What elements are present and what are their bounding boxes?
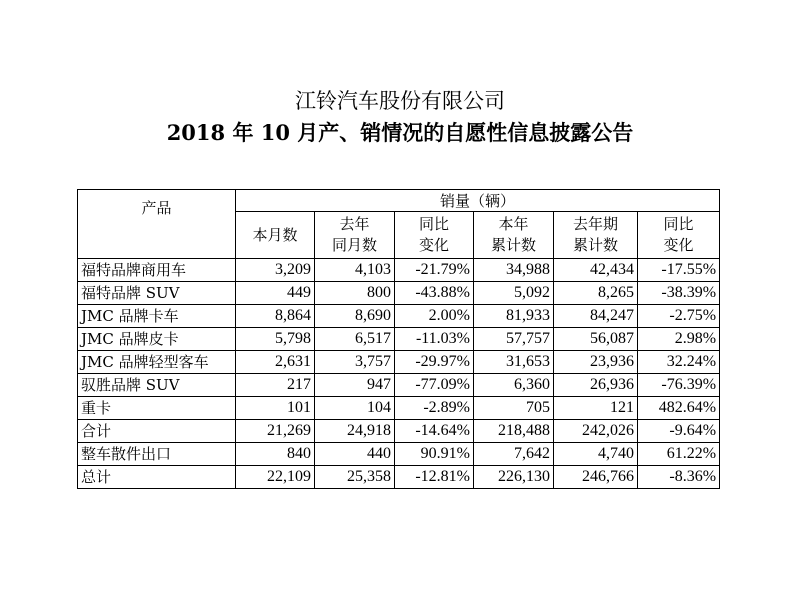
value-cell: 8,690 [315,305,395,328]
value-cell: -2.75% [638,305,720,328]
product-name-cell: JMC 品牌轻型客车 [78,351,236,374]
value-cell: 26,936 [554,374,638,397]
value-cell: -9.64% [638,420,720,443]
column-header: 去年期 累计数 [554,212,638,259]
value-cell: 84,247 [554,305,638,328]
value-cell: 90.91% [395,443,474,466]
product-name-cell: JMC 品牌皮卡 [78,328,236,351]
value-cell: -12.81% [395,466,474,489]
value-cell: 8,864 [236,305,315,328]
value-cell: -43.88% [395,282,474,305]
value-cell: 31,653 [474,351,554,374]
value-cell: 24,918 [315,420,395,443]
column-header: 本年 累计数 [474,212,554,259]
table-row [78,466,720,489]
value-cell: -29.97% [395,351,474,374]
value-cell: 3,209 [236,259,315,282]
table-row [78,397,720,420]
table-row [78,328,720,351]
value-cell: -14.64% [395,420,474,443]
value-cell: 242,026 [554,420,638,443]
value-cell: 705 [474,397,554,420]
value-cell: -76.39% [638,374,720,397]
table-row [78,259,720,282]
value-cell: 2,631 [236,351,315,374]
column-header: 同比 变化 [395,212,474,259]
sales-table-body [78,190,720,489]
value-cell: 104 [315,397,395,420]
value-cell: 22,109 [236,466,315,489]
table-row [78,351,720,374]
value-cell: 449 [236,282,315,305]
table-header-row [78,190,720,212]
value-cell: 21,269 [236,420,315,443]
value-cell: 6,517 [315,328,395,351]
table-row [78,305,720,328]
product-name-cell: 驭胜品牌 SUV [78,374,236,397]
value-cell: -11.03% [395,328,474,351]
value-cell: 800 [315,282,395,305]
value-cell: 6,360 [474,374,554,397]
value-cell: 4,103 [315,259,395,282]
value-cell: 121 [554,397,638,420]
product-name-cell: JMC 品牌卡车 [78,305,236,328]
product-name-cell: 福特品牌 SUV [78,282,236,305]
product-name-cell: 总计 [78,466,236,489]
product-name-cell: 整车散件出口 [78,443,236,466]
product-header: 产品 [78,190,236,259]
value-cell: 226,130 [474,466,554,489]
table-row [78,374,720,397]
table-row [78,282,720,305]
value-cell: -8.36% [638,466,720,489]
sales-volume-header: 销量（辆） [236,190,720,212]
sales-table [77,189,720,489]
value-cell: 3,757 [315,351,395,374]
product-name-cell: 合计 [78,420,236,443]
value-cell: 57,757 [474,328,554,351]
product-name-cell: 福特品牌商用车 [78,259,236,282]
value-cell: 101 [236,397,315,420]
value-cell: -17.55% [638,259,720,282]
document-title: 2018 年 10 月产、销情况的自愿性信息披露公告 [166,120,634,145]
value-cell: 7,642 [474,443,554,466]
value-cell: 246,766 [554,466,638,489]
value-cell: 947 [315,374,395,397]
value-cell: 2.00% [395,305,474,328]
value-cell: 440 [315,443,395,466]
value-cell: -77.09% [395,374,474,397]
value-cell: 8,265 [554,282,638,305]
value-cell: 81,933 [474,305,554,328]
column-header: 去年 同月数 [315,212,395,259]
value-cell: 56,087 [554,328,638,351]
value-cell: 4,740 [554,443,638,466]
value-cell: 217 [236,374,315,397]
value-cell: 23,936 [554,351,638,374]
value-cell: 25,358 [315,466,395,489]
value-cell: 840 [236,443,315,466]
value-cell: 5,092 [474,282,554,305]
value-cell: 42,434 [554,259,638,282]
value-cell: 61.22% [638,443,720,466]
value-cell: 32.24% [638,351,720,374]
value-cell: 5,798 [236,328,315,351]
company-name: 江铃汽车股份有限公司 [295,89,505,113]
table-row [78,443,720,466]
value-cell: -38.39% [638,282,720,305]
value-cell: -2.89% [395,397,474,420]
table-row [78,420,720,443]
value-cell: 482.64% [638,397,720,420]
column-header: 同比 变化 [638,212,720,259]
column-header: 本月数 [236,212,315,259]
product-name-cell: 重卡 [78,397,236,420]
value-cell: 2.98% [638,328,720,351]
value-cell: 34,988 [474,259,554,282]
value-cell: 218,488 [474,420,554,443]
value-cell: -21.79% [395,259,474,282]
